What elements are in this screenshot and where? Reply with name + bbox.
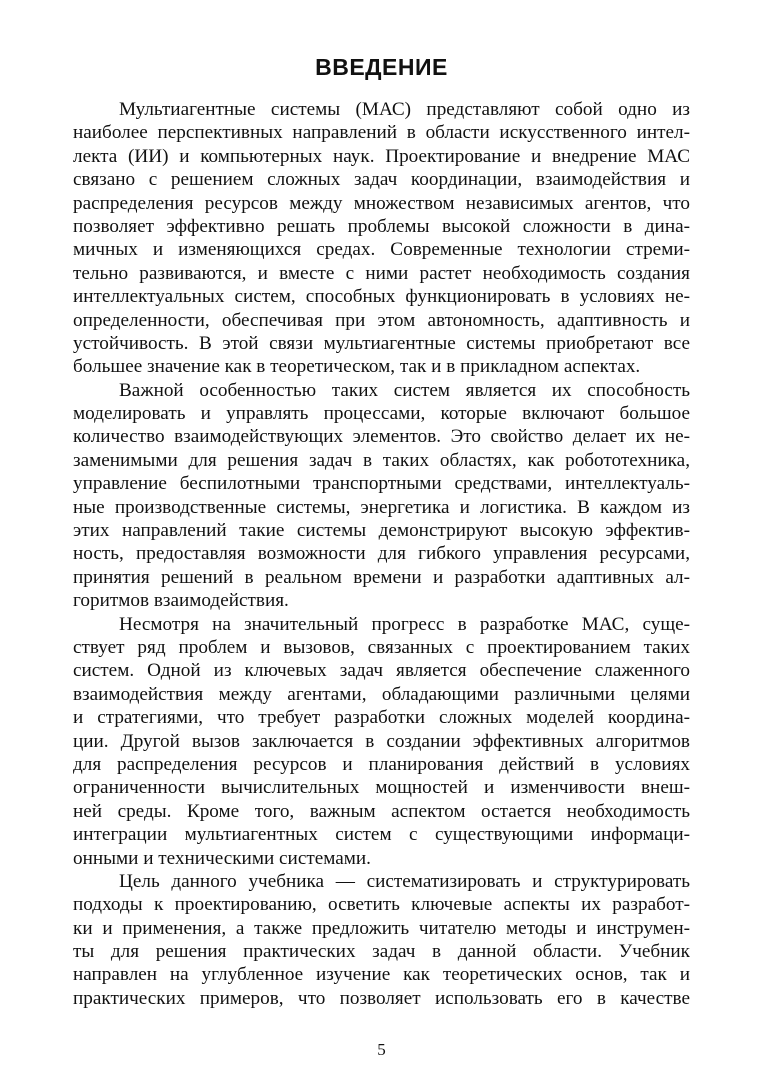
text-line: ствует ряд проблем и вызовов, связанных с проектированием таких — [73, 636, 690, 658]
page-number: 5 — [377, 1040, 386, 1059]
text-line: интеграции мультиагентных систем с существующими информаци- — [73, 824, 690, 846]
text-line: определенности, обеспечивая при этом автономность, адаптивность и — [73, 309, 690, 331]
body-text — [73, 98, 690, 1010]
text-line: управление беспилотными транспортными средствами, интеллектуаль- — [73, 473, 690, 495]
text-line: мичных и изменяющихся средах. Современные технологии стреми- — [73, 239, 690, 261]
text-line: тельно развиваются, и вместе с ними растет необходимость создания — [73, 262, 690, 284]
text-line: ограниченности вычислительных мощностей и изменчивости внеш- — [73, 777, 690, 799]
paragraph — [73, 870, 690, 1010]
text-line: и стратегиями, что требует разработки сложных моделей координа- — [73, 707, 690, 729]
text-line: ции. Другой вызов заключается в создании эффективных алгоритмов — [73, 730, 690, 752]
text-line: горитмов взаимодействия. — [73, 590, 289, 612]
page-title: ВВЕДЕНИЕ — [315, 54, 448, 80]
paragraph — [73, 379, 690, 613]
text-line: устойчивость. В этой связи мультиагентные системы приобретают все — [73, 332, 690, 354]
text-line: взаимодействия между агентами, обладающими различными целями — [73, 683, 690, 705]
text-line: принятия решений в реальном времени и разработки адаптивных ал- — [73, 566, 690, 588]
text-line: количество взаимодействующих элементов. Это свойство делает их не- — [73, 426, 690, 448]
text-line: для распределения ресурсов и планирования действий в условиях — [73, 753, 690, 775]
text-line: ные производственные системы, энергетика и логистика. В каждом из — [73, 496, 690, 518]
text-line: наиболее перспективных направлений в области искусственного интел- — [73, 122, 690, 144]
paragraph — [73, 613, 690, 870]
text-line: большее значение как в теоретическом, так и в прикладном аспектах. — [73, 356, 641, 378]
text-line: ность, предоставляя возможности для гибкого управления ресурсами, — [73, 543, 690, 565]
text-line: направлен на углубленное изучение как теоретических основ, так и — [73, 964, 690, 986]
text-line: Мультиагентные системы (МАС) представляют собой одно из — [119, 99, 690, 120]
text-line: подходы к проектированию, осветить ключевые аспекты их разработ- — [73, 894, 690, 916]
text-line: систем. Одной из ключевых задач является обеспечение слаженного — [73, 660, 690, 682]
text-line: связано с решением сложных задач координации, взаимодействия и — [73, 169, 690, 191]
text-line: Несмотря на значительный прогресс в разработке МАС, суще- — [119, 613, 690, 635]
text-line: онными и техническими системами. — [73, 847, 371, 869]
text-line: интеллектуальных систем, способных функционировать в условиях не- — [73, 286, 690, 308]
text-line: позволяет эффективно решать проблемы высокой сложности в дина- — [73, 215, 690, 237]
text-line: ней среды. Кроме того, важным аспектом остается необходимость — [73, 800, 690, 822]
text-line: распределения ресурсов между множеством независимых агентов, что — [73, 192, 690, 214]
text-line: моделировать и управлять процессами, которые включают большое — [73, 403, 690, 425]
text-line: лекта (ИИ) и компьютерных наук. Проектирование и внедрение МАС — [73, 145, 690, 167]
text-line: Цель данного учебника — систематизировать и структурировать — [119, 870, 690, 892]
text-line: ты для решения практических задач в данной области. Учебник — [73, 941, 690, 963]
text-line: ки и применения, а также предложить читателю методы и инструмен- — [73, 917, 690, 939]
text-line: Важной особенностью таких систем является их способность — [119, 379, 690, 401]
text-line: заменимыми для решения задач в таких областях, как робототехника, — [73, 449, 690, 471]
text-line: практических примеров, что позволяет использовать его в качестве — [73, 987, 690, 1009]
text-line: этих направлений такие системы демонстрируют высокую эффектив- — [73, 520, 690, 542]
paragraph — [73, 98, 690, 379]
